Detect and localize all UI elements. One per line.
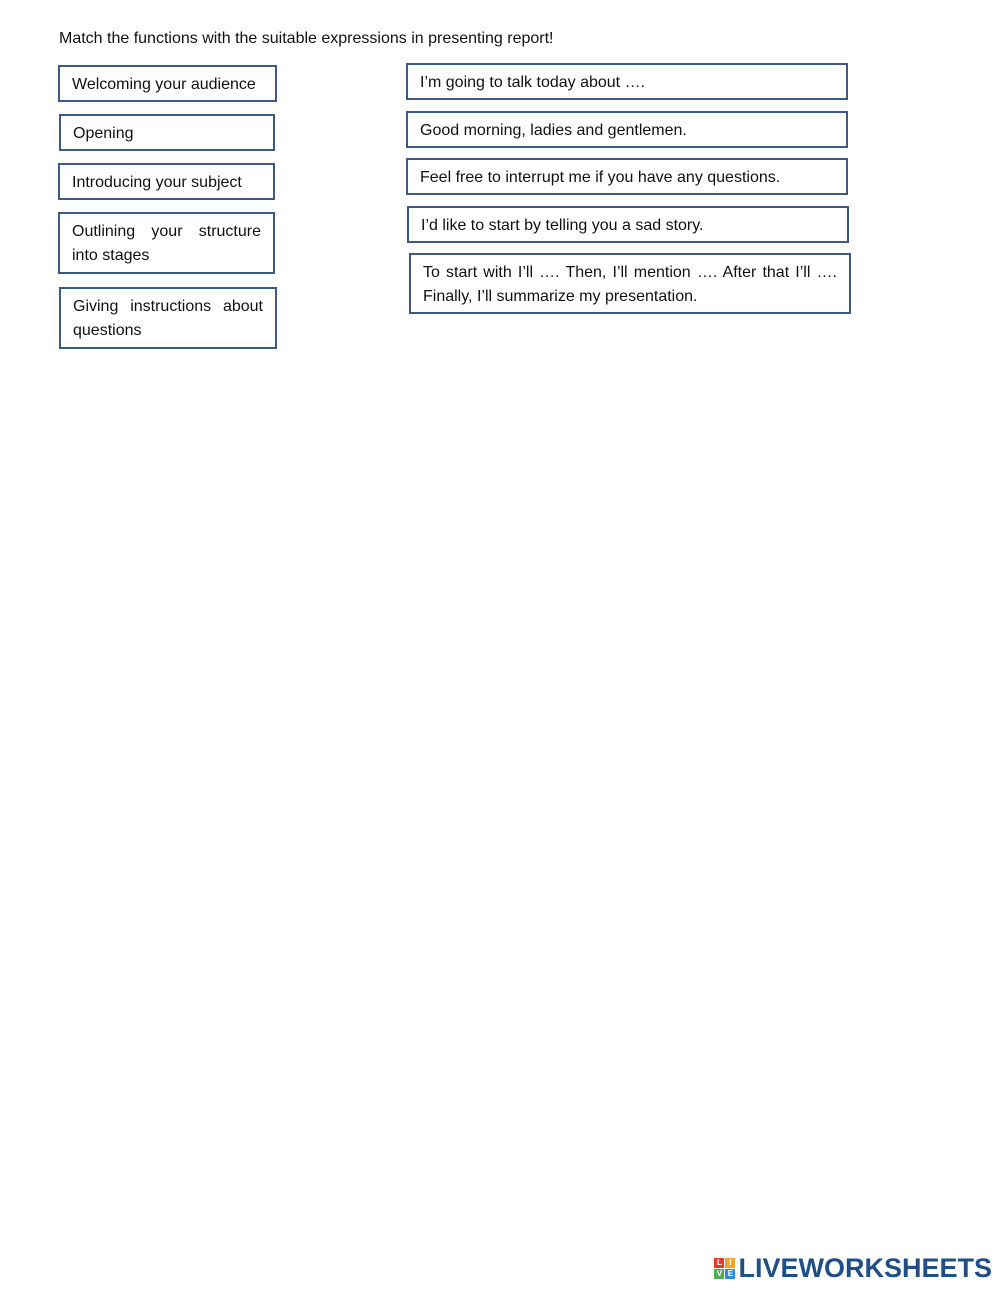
expression-box-structure[interactable] bbox=[409, 253, 851, 314]
function-box-outlining[interactable] bbox=[58, 212, 275, 274]
expression-label: I’d like to start by telling you a sad story. bbox=[421, 217, 704, 234]
function-box-introducing[interactable] bbox=[58, 163, 275, 200]
logo-text: LIVEWORKSHEETS bbox=[738, 1252, 992, 1283]
function-box-questions[interactable] bbox=[59, 287, 277, 349]
logo-mark-letter: E bbox=[725, 1269, 735, 1279]
expression-label: Feel free to interrupt me if you have any questions. bbox=[420, 169, 781, 186]
instruction-text: Match the functions with the suitable expressions in presenting report! bbox=[59, 30, 554, 47]
function-box-opening[interactable] bbox=[59, 114, 275, 151]
expression-box-talk-today[interactable] bbox=[406, 63, 848, 100]
logo-mark-letter: V bbox=[714, 1269, 724, 1279]
logo-mark-icon bbox=[714, 1258, 735, 1279]
liveworksheets-logo bbox=[714, 1253, 992, 1283]
expression-label: To start with I’ll …. Then, I’ll mention …. After that I’ll …. Finally, I’ll summarize my presentation. bbox=[423, 264, 837, 305]
function-label: Opening bbox=[73, 125, 134, 142]
expression-box-interrupt[interactable] bbox=[406, 158, 848, 195]
logo-mark-letter: I bbox=[725, 1258, 735, 1268]
logo-mark-letter: L bbox=[714, 1258, 724, 1268]
function-box-welcoming[interactable] bbox=[58, 65, 277, 102]
function-label: Outlining your structure into stages bbox=[72, 223, 261, 264]
expression-box-good-morning[interactable] bbox=[406, 111, 848, 148]
function-label: Introducing your subject bbox=[72, 174, 242, 191]
expression-label: Good morning, ladies and gentlemen. bbox=[420, 122, 687, 139]
function-label: Giving instructions about questions bbox=[73, 298, 263, 339]
expression-box-sad-story[interactable] bbox=[407, 206, 849, 243]
function-label: Welcoming your audience bbox=[72, 76, 256, 93]
expression-label: I’m going to talk today about …. bbox=[420, 74, 646, 91]
